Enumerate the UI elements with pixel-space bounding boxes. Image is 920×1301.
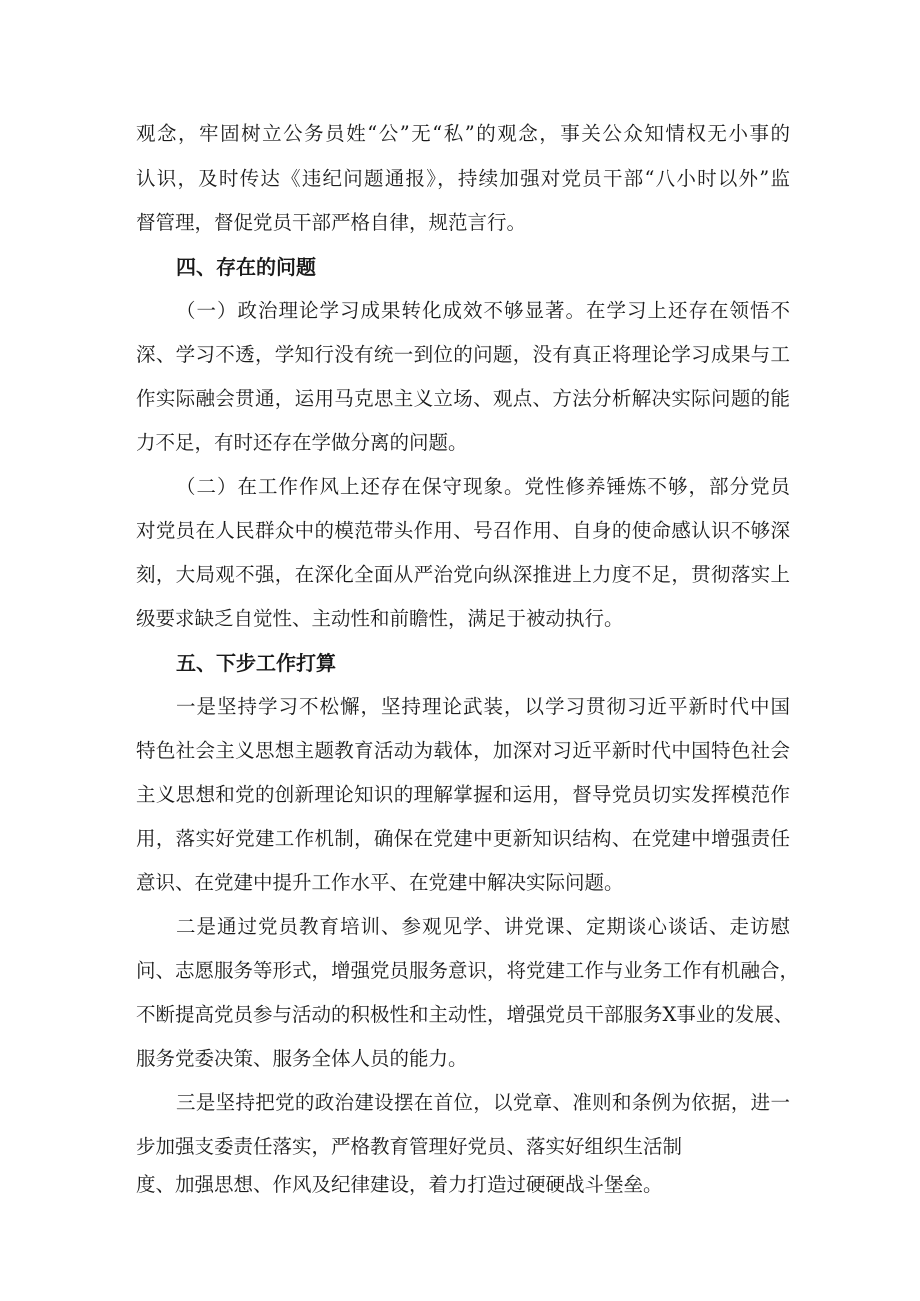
plan1-line-2: 特色社会主义思想主题教育活动为载体，加深对习近平新时代中国特色社会	[136, 739, 790, 762]
plan2-line-2: 问、志愿服务等形式，增强党员服务意识，将党建工作与业务工作有机融合，	[136, 959, 800, 982]
problem1-line-2: 深、学习不透，学知行没有统一到位的问题，没有真正将理论学习成果与工	[136, 343, 790, 366]
plan2-line-4: 服务党委决策、服务全体人员的能力。	[136, 1047, 468, 1070]
problem2-line-3: 刻，大局观不强，在深化全面从严治党向纵深推进上力度不足，贯彻落实上	[136, 563, 790, 586]
problem2-line-1: （二）在工作作风上还存在保守现象。党性修养锤炼不够，部分党员	[176, 475, 790, 498]
plan1-line-5: 意识、在党建中提升工作水平、在党建中解决实际问题。	[136, 871, 624, 894]
problem1-line-1: （一）政治理论学习成果转化成效不够显著。在学习上还存在领悟不	[176, 299, 790, 322]
plan3-line-3: 度、加强思想、作风及纪律建设，着力打造过硬硬战斗堡垒。	[136, 1173, 663, 1196]
paragraph-intro-line-2: 认识，及时传达《违纪问题通报》，持续加强对党员干部“八小时以外”监	[136, 167, 790, 190]
plan1-line-4: 用，落实好党建工作机制，确保在党建中更新知识结构、在党建中增强责任	[136, 827, 790, 850]
section-heading-next-steps: 五、下步工作打算	[176, 651, 336, 675]
problem2-line-4: 级要求缺乏自觉性、主动性和前瞻性，满足于被动执行。	[136, 607, 624, 630]
plan1-line-1: 一是坚持学习不松懈，坚持理论武装，以学习贯彻习近平新时代中国	[176, 695, 790, 718]
plan2-line-3: 不断提高党员参与活动的积极性和主动性，增强党员干部服务X事业的发展、	[136, 1003, 794, 1026]
problem1-line-3: 作实际融会贯通，运用马克思主义立场、观点、方法分析解决实际问题的能	[136, 387, 790, 410]
problem1-line-4: 力不足，有时还存在学做分离的问题。	[136, 431, 468, 454]
plan1-line-3: 主义思想和党的创新理论知识的理解掌握和运用，督导党员切实发挥模范作	[136, 783, 790, 806]
plan3-line-1: 三是坚持把党的政治建设摆在首位，以党章、准则和条例为依据，进一	[176, 1091, 790, 1114]
problem2-line-2: 对党员在人民群众中的模范带头作用、号召作用、自身的使命感认识不够深	[136, 519, 790, 542]
paragraph-intro-line-3: 督管理，督促党员干部严格自律，规范言行。	[136, 211, 527, 234]
plan3-line-2: 步加强支委责任落实，严格教育管理好党员、落实好组织生活制	[136, 1135, 683, 1158]
plan2-line-1: 二是通过党员教育培训、参观见学、讲党课、定期谈心谈话、走访慰	[176, 915, 790, 938]
paragraph-intro-line-1: 观念，牢固树立公务员姓“公”无“私”的观念，事关公众知情权无小事的	[136, 122, 790, 145]
section-heading-problems: 四、存在的问题	[176, 255, 316, 279]
